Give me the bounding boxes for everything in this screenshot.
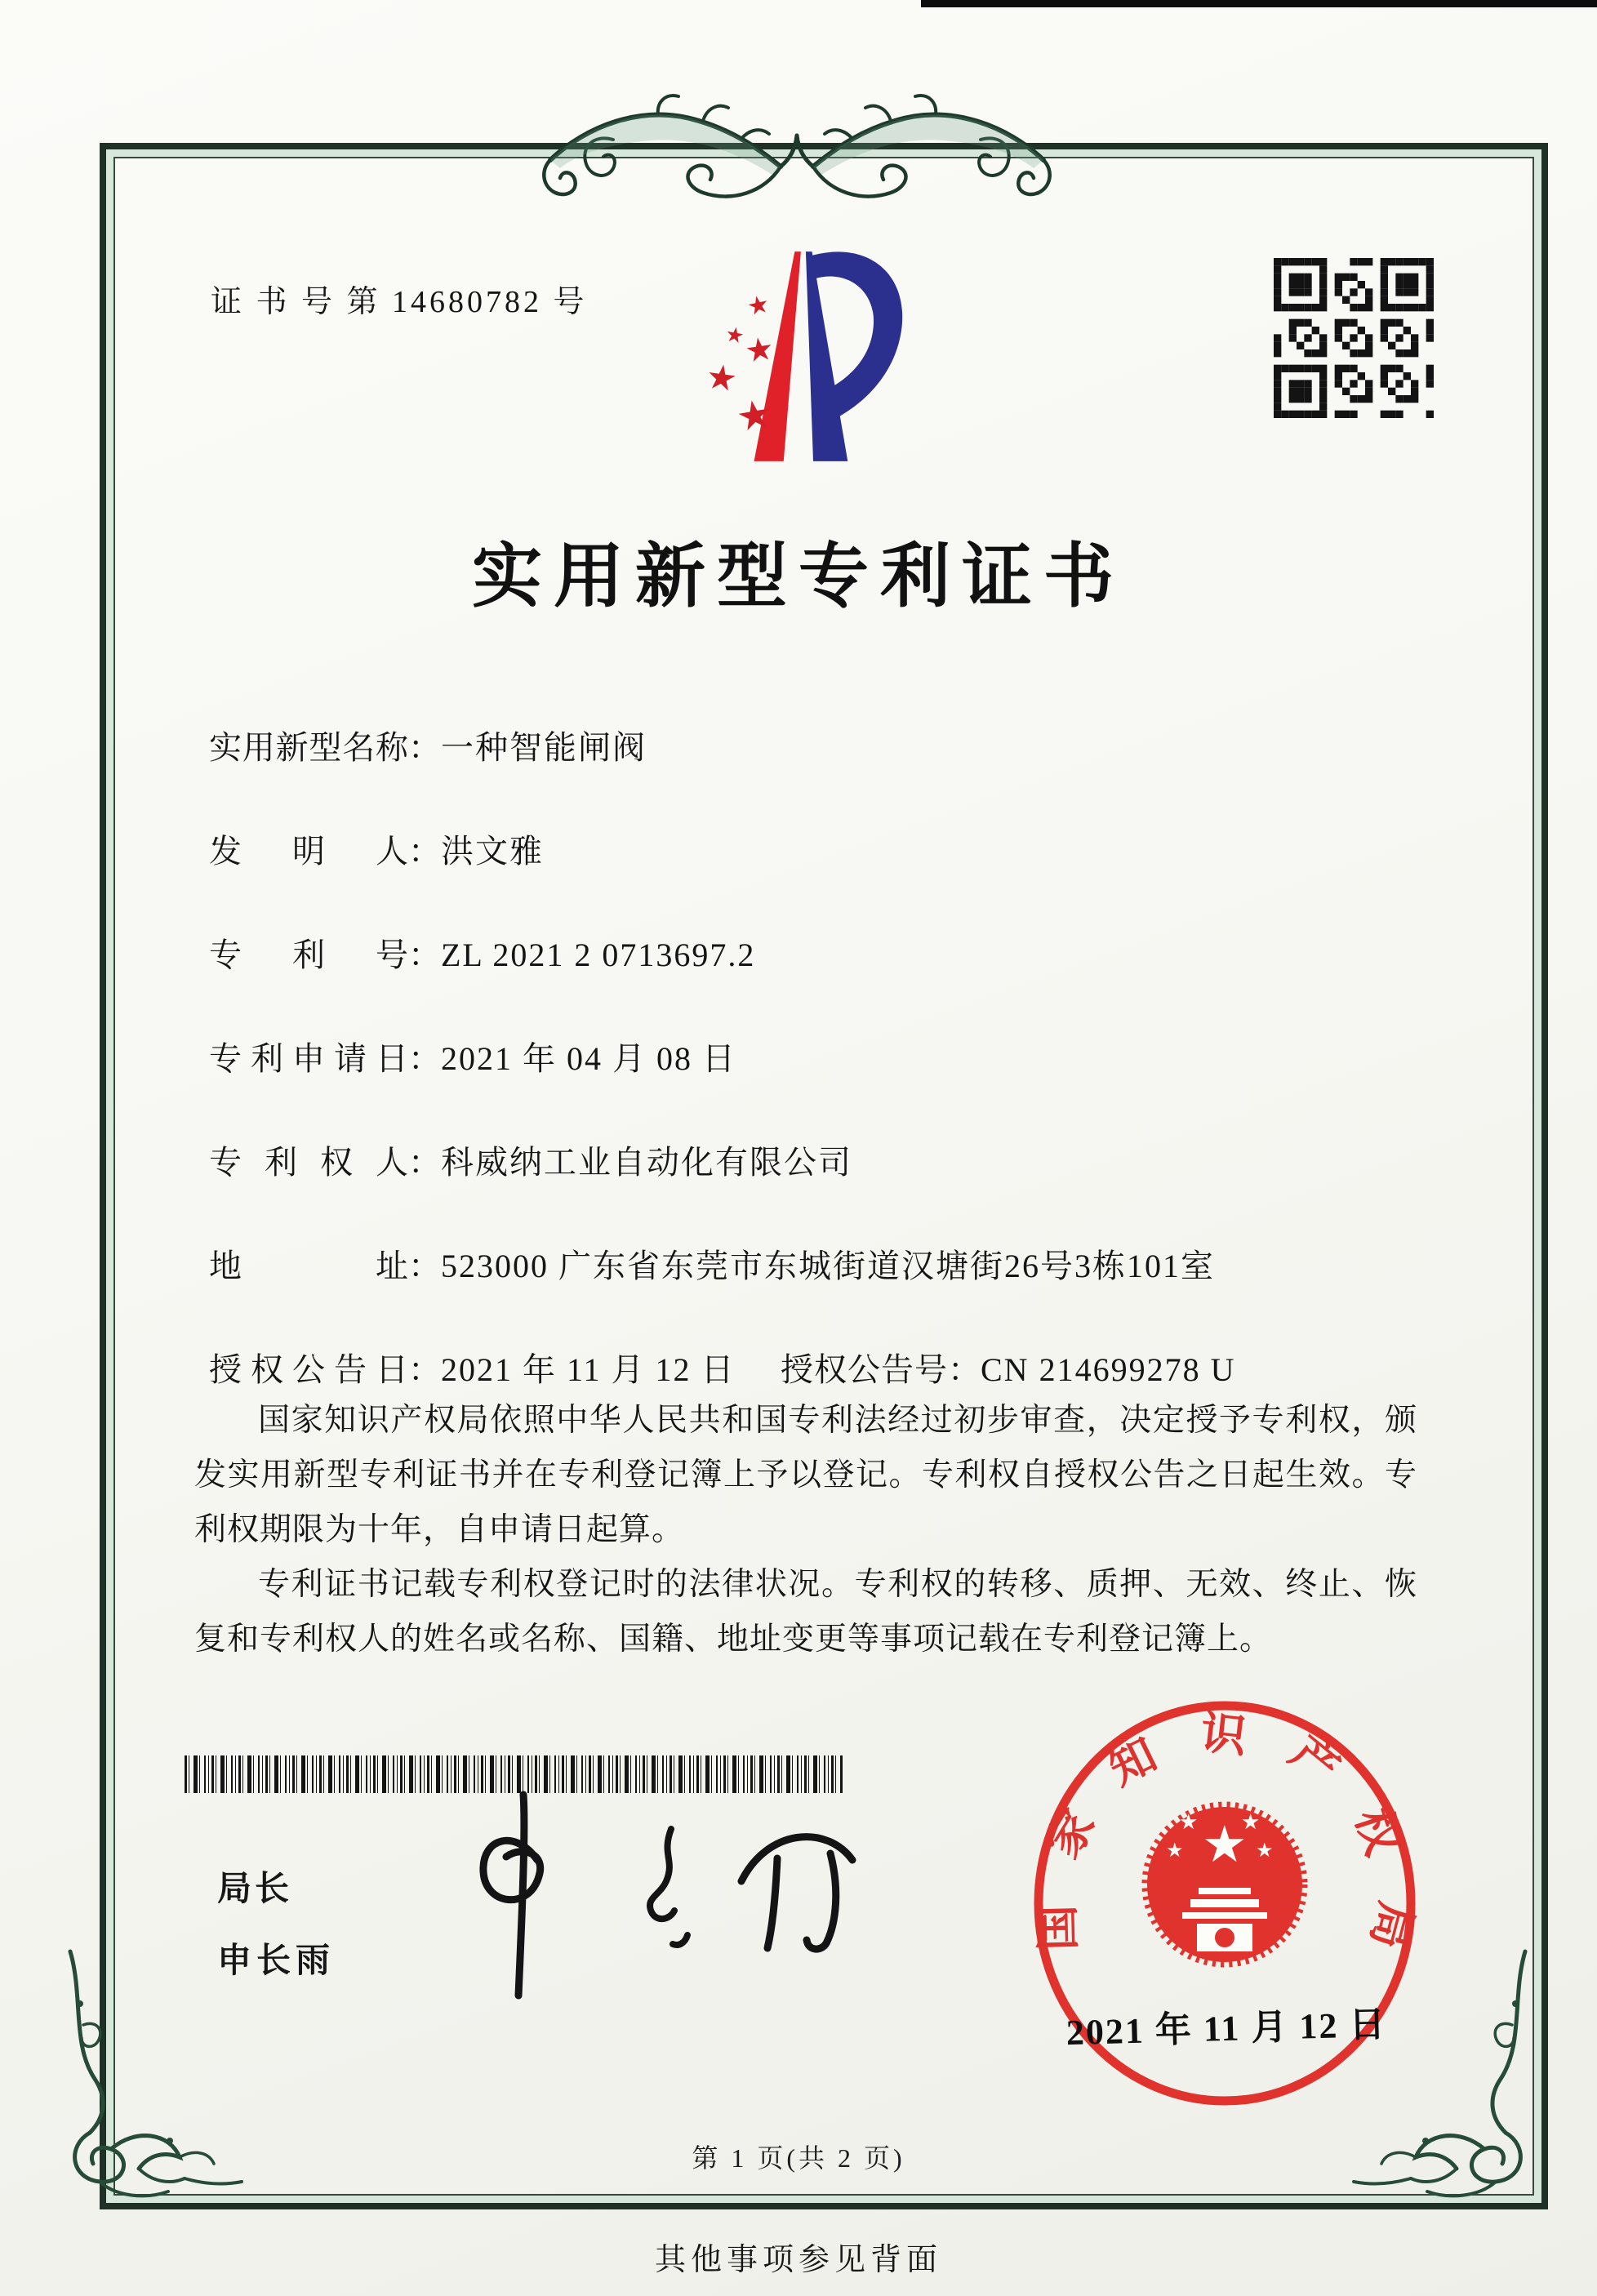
field-colon: ： (408, 729, 441, 766)
seal-date: 2021 年 11 月 12 日 (1065, 2004, 1387, 2053)
field-value: 2021 年 04 月 08 日 (441, 1040, 736, 1077)
field-patent-number (209, 929, 1417, 976)
photo-edge-artifact (921, 0, 1597, 7)
field-colon: ： (408, 1040, 441, 1077)
field-colon: ： (948, 1351, 981, 1388)
director-title: 局长 (217, 1869, 293, 1907)
field-colon: ： (408, 937, 441, 973)
field-colon: ： (408, 1248, 441, 1284)
field-address (209, 1240, 1417, 1287)
certificate-number: 证 书 号 第 14680782 号 (211, 285, 588, 319)
director-name: 申长雨 (217, 1941, 336, 1979)
svg-text:★: ★ (723, 322, 746, 349)
field-patentee (209, 1137, 1417, 1183)
field-inventor (209, 825, 1417, 872)
field-value: 科威纳工业自动化有限公司 (441, 1144, 852, 1181)
svg-text:★: ★ (703, 355, 741, 400)
field-label: 地址 (209, 1248, 408, 1284)
field-value: 一种智能闸阀 (441, 729, 647, 766)
field-value: CN 214699278 U (981, 1351, 1236, 1388)
back-side-note: 其他事项参见背面 (654, 2243, 942, 2277)
field-filing-date (209, 1033, 1417, 1079)
certificate-title: 实用新型专利证书 (472, 537, 1125, 616)
field-label: 授权公告日 (209, 1351, 408, 1388)
svg-text:★: ★ (1179, 1810, 1199, 1835)
field-grant-number (781, 1344, 1235, 1391)
field-label: 专利号 (209, 937, 408, 973)
qr-code (1274, 258, 1434, 418)
field-value: 2021 年 11 月 12 日 (441, 1351, 736, 1388)
svg-text:★: ★ (1256, 1839, 1274, 1862)
field-value: ZL 2021 2 0713697.2 (441, 937, 756, 973)
page-number: 第 1 页(共 2 页) (692, 2143, 905, 2173)
svg-text:★: ★ (1241, 1810, 1261, 1835)
statutory-paragraph-2: 专利证书记载专利权登记时的法律状况。专利权的转移、质押、无效、终止、恢复和专利权人的姓名或名称、国籍、地址变更等事项记载在专利登记簿上。 (194, 1567, 1417, 1657)
statutory-paragraph-1: 国家知识产权局依照中华人民共和国专利法经过初步审查，决定授予专利权，颁发实用新型专利证书并在专利登记簿上予以登记。专利权自授权公告之日起生效。专利权期限为十年，自申请日起算。 (194, 1403, 1417, 1547)
field-label: 专利申请日 (209, 1040, 408, 1077)
field-label: 实用新型名称 (209, 729, 408, 766)
frame-top-dragon-ornament (536, 70, 1058, 243)
seal-national-emblem (1147, 1807, 1302, 1962)
seal-org-text: 国家知识产权局 (1031, 1707, 1421, 1994)
field-colon: ： (408, 1144, 441, 1181)
field-grant-row (209, 1344, 1417, 1391)
svg-text:★: ★ (1166, 1839, 1184, 1862)
field-utility-model-name (209, 722, 1417, 768)
field-colon: ： (408, 833, 441, 870)
logo-stars (704, 290, 776, 442)
director-signature (425, 1782, 914, 2015)
field-value: 523000 广东省东莞市东城街道汉塘街26号3栋101室 (441, 1248, 1215, 1284)
field-label: 发明人 (209, 833, 408, 870)
cnipa-logo (676, 237, 950, 483)
svg-text:★: ★ (742, 330, 776, 371)
logo-blue-wedge (806, 251, 847, 461)
field-label: 专利权人 (209, 1144, 408, 1181)
field-value: 洪文雅 (441, 833, 544, 870)
field-label: 授权公告号 (781, 1351, 948, 1388)
svg-text:★: ★ (1202, 1814, 1248, 1874)
svg-text:★: ★ (744, 289, 772, 323)
svg-text:★: ★ (732, 389, 776, 442)
statutory-text (194, 1393, 1417, 1666)
field-colon: ： (408, 1351, 441, 1388)
